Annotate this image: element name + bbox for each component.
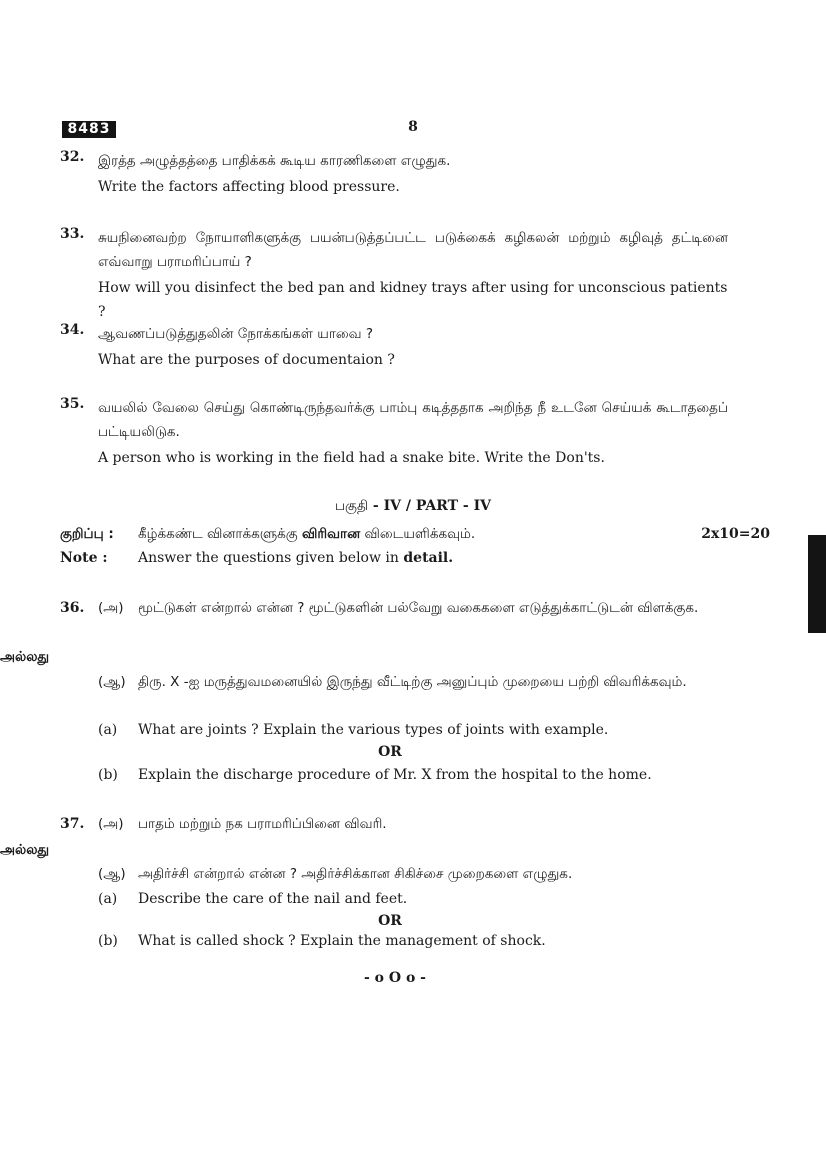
question-number: 32. bbox=[60, 149, 85, 165]
option-mark: (b) bbox=[98, 767, 118, 783]
option-text: மூட்டுகள் என்றால் என்ன ? மூட்டுகளின் பல்வேறு வகைகளை எடுத்துக்காட்டுடன் விளக்குக. bbox=[138, 600, 699, 616]
question-text-tamil: இரத்த அழுத்தத்தை பாதிக்கக் கூடிய காரணிகளை எழுதுக. bbox=[98, 153, 451, 169]
note-label-english: Note : bbox=[60, 550, 108, 566]
question-text-english: How will you disinfect the bed pan and kidney trays after using for unconscious patients ? bbox=[98, 280, 728, 320]
option-text: அதிர்ச்சி என்றால் என்ன ? அதிர்ச்சிக்கான சிகிச்சை முறைகளை எழுதுக. bbox=[138, 866, 573, 882]
question-number: 33. bbox=[60, 226, 85, 242]
q37-option-b-tamil bbox=[98, 862, 728, 886]
option-text: What are joints ? Explain the various types of joints with example. bbox=[138, 722, 609, 738]
or-separator-english: OR bbox=[378, 744, 402, 760]
note-text-tamil bbox=[138, 522, 475, 546]
q36-option-a-tamil bbox=[98, 596, 728, 620]
question-32 bbox=[60, 149, 760, 199]
option-text: What is called shock ? Explain the management of shock. bbox=[138, 933, 546, 949]
q37-option-a-english bbox=[98, 887, 728, 911]
note-text-english bbox=[138, 546, 453, 570]
option-mark: (ஆ) bbox=[98, 866, 126, 882]
part-heading-tamil: பகுதி bbox=[334, 498, 369, 514]
question-text-english: What are the purposes of documentaion ? bbox=[98, 352, 395, 368]
or-separator-english: OR bbox=[378, 913, 402, 929]
note-text-tamil-post: விடையளிக்கவும். bbox=[360, 526, 476, 542]
question-text-english: A person who is working in the field had a snake bite. Write the Don'ts. bbox=[98, 450, 605, 466]
question-text-english: Write the factors affecting blood pressure. bbox=[98, 179, 400, 195]
question-text-tamil: ஆவணப்படுத்துதலின் நோக்கங்கள் யாவை ? bbox=[98, 326, 374, 342]
part-heading bbox=[0, 498, 826, 516]
q36-option-b-english bbox=[98, 763, 728, 787]
question-33 bbox=[60, 226, 760, 324]
question-number: 34. bbox=[60, 322, 85, 338]
note-label-tamil: குறிப்பு : bbox=[60, 526, 114, 542]
option-text: Explain the discharge procedure of Mr. X from the hospital to the home. bbox=[138, 767, 652, 783]
q36-option-a-english bbox=[98, 718, 728, 742]
question-number-36: 36. bbox=[60, 600, 85, 616]
option-mark: (அ) bbox=[98, 816, 124, 832]
question-35 bbox=[60, 396, 760, 470]
question-text-tamil: சுயநினைவற்ற நோயாளிகளுக்கு பயன்படுத்தப்பட்ட படுக்கைக் கழிகலன் மற்றும் கழிவுத் தட்டினை எவ்வாறு பராமரிப்பாய் ? bbox=[98, 230, 728, 270]
option-text: திரு. X -ஐ மருத்துவமனையில் இருந்து வீட்டிற்கு அனுப்பும் முறையை பற்றி விவரிக்கவும். bbox=[138, 674, 687, 690]
part-heading-english: - IV / PART - IV bbox=[368, 498, 491, 514]
note-keyword-english: detail. bbox=[403, 550, 454, 566]
question-text-tamil: வயலில் வேலை செய்து கொண்டிருந்தவர்க்கு பாம்பு கடித்ததாக அறிந்த நீ உடனே செய்யக் கூடாததைப் பட்டியலிடுக. bbox=[98, 400, 728, 440]
note-text-tamil-pre: கீழ்க்கண்ட வினாக்களுக்கு bbox=[138, 526, 303, 542]
page-number: 8 bbox=[408, 119, 418, 135]
or-separator-tamil: அல்லது bbox=[0, 842, 50, 858]
page-edge-tab bbox=[808, 535, 826, 633]
note-text-english-pre: Answer the questions given below in bbox=[138, 550, 404, 566]
note-keyword-tamil: விரிவான bbox=[302, 526, 361, 542]
option-mark: (அ) bbox=[98, 600, 124, 616]
option-mark: (a) bbox=[98, 891, 118, 907]
option-mark: (ஆ) bbox=[98, 674, 126, 690]
q37-option-b-english bbox=[98, 929, 728, 953]
option-mark: (b) bbox=[98, 933, 118, 949]
question-paper-code: 8483 bbox=[62, 121, 116, 138]
marks-allocation: 2x10=20 bbox=[701, 526, 770, 542]
option-text: பாதம் மற்றும் நக பராமரிப்பினை விவரி. bbox=[138, 816, 387, 832]
option-mark: (a) bbox=[98, 722, 118, 738]
question-34 bbox=[60, 322, 760, 372]
q37-option-a-tamil bbox=[98, 812, 728, 836]
note-english-row bbox=[60, 546, 770, 570]
note-tamil-row bbox=[60, 522, 770, 546]
q36-option-b-tamil bbox=[98, 670, 728, 694]
or-separator-tamil: அல்லது bbox=[0, 649, 50, 665]
end-of-paper-mark: - o O o - bbox=[364, 970, 426, 986]
question-number-37: 37. bbox=[60, 816, 85, 832]
question-number: 35. bbox=[60, 396, 85, 412]
option-text: Describe the care of the nail and feet. bbox=[138, 891, 408, 907]
